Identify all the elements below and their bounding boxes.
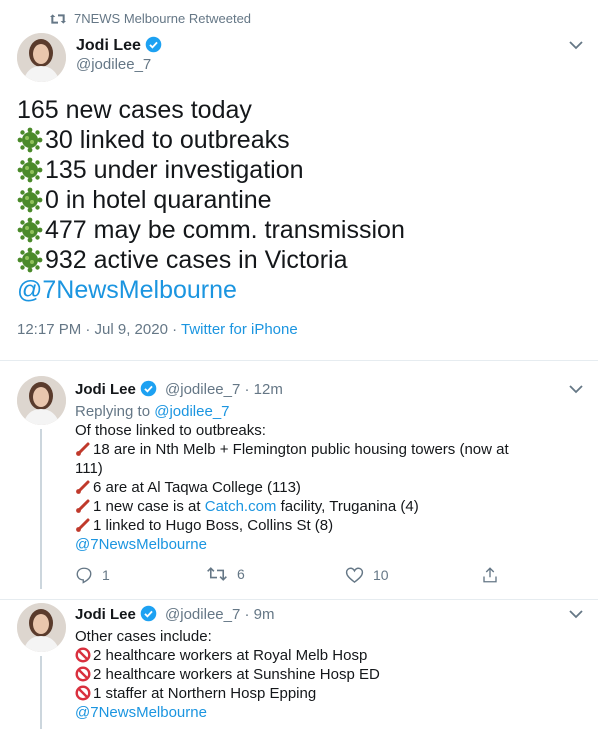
tweet-line: 165 new cases today <box>17 96 252 124</box>
thermometer-icon <box>75 517 91 533</box>
reply-line: Other cases include: <box>75 628 212 645</box>
tweet-line: 0 in hotel quarantine <box>17 185 405 215</box>
heart-icon <box>345 566 364 584</box>
tweet-meta <box>17 321 298 338</box>
timestamp[interactable]: 12:17 PM · Jul 9, 2020 · <box>17 321 181 338</box>
reply-line: 2 healthcare workers at Royal Melb Hosp <box>75 646 380 665</box>
tweet-line: 30 linked to outbreaks <box>17 125 405 155</box>
reply-line: 18 are in Nth Melb + Flemington public housing towers (now at <box>75 440 509 459</box>
tweet-body <box>17 95 405 305</box>
thermometer-icon <box>75 498 91 514</box>
reply-line: 1 staffer at Northern Hosp Epping <box>75 684 380 703</box>
replying-to: Replying to @jodilee_7 <box>75 403 230 420</box>
thread-line <box>40 429 42 589</box>
reply-line: 6 are at Al Taqwa College (113) <box>75 478 509 497</box>
retweet-header <box>50 11 251 26</box>
retweet-label: 7NEWS Melbourne Retweeted <box>74 11 252 26</box>
reply-button[interactable] <box>75 566 110 584</box>
prohibited-icon <box>75 666 91 682</box>
virus-icon <box>17 157 43 183</box>
retweet-count: 6 <box>237 566 245 582</box>
chevron-down-icon[interactable] <box>569 40 583 50</box>
catch-link[interactable]: Catch.com <box>204 498 277 515</box>
reply-icon <box>75 566 93 584</box>
reply-body <box>75 402 509 554</box>
chevron-down-icon[interactable] <box>569 609 583 619</box>
prohibited-icon <box>75 647 91 663</box>
separator: · <box>244 606 250 623</box>
virus-icon <box>17 127 43 153</box>
retweet-button[interactable] <box>206 566 245 582</box>
mention-link[interactable]: @7NewsMelbourne <box>75 536 207 553</box>
share-button[interactable] <box>481 566 499 584</box>
reply-line: 1 linked to Hugo Boss, Collins St (8) <box>75 516 509 535</box>
reply-line: Of those linked to outbreaks: <box>75 422 266 439</box>
divider <box>0 599 598 600</box>
author-handle[interactable]: @jodilee_7 <box>76 56 152 73</box>
reply-line: 1 new case is at Catch.com facility, Truganina (4) <box>75 497 509 516</box>
like-button[interactable] <box>345 566 389 584</box>
prohibited-icon <box>75 685 91 701</box>
reply-line: 111) <box>75 460 103 477</box>
replying-handle-link[interactable]: @jodilee_7 <box>154 403 230 420</box>
share-icon <box>481 566 499 584</box>
reply-header <box>75 380 283 398</box>
like-count: 10 <box>373 567 389 583</box>
tweet-line: 932 active cases in Victoria <box>17 245 405 275</box>
reply-line: 2 healthcare workers at Sunshine Hosp ED <box>75 665 380 684</box>
thermometer-icon <box>75 441 91 457</box>
reply-count: 1 <box>102 567 110 583</box>
avatar[interactable] <box>17 33 66 82</box>
verified-icon <box>140 380 157 397</box>
reply-body <box>75 627 380 722</box>
thread-line <box>40 656 42 729</box>
thermometer-icon <box>75 479 91 495</box>
reply-header <box>75 605 275 623</box>
avatar[interactable] <box>17 603 66 652</box>
chevron-down-icon[interactable] <box>569 384 583 394</box>
verified-icon <box>145 36 162 53</box>
source-link[interactable]: Twitter for iPhone <box>180 321 298 338</box>
tweet-line: 477 may be comm. transmission <box>17 215 405 245</box>
author-name[interactable]: Jodi Lee <box>75 606 136 623</box>
virus-icon <box>17 247 43 273</box>
reply-time[interactable]: 9m <box>253 606 275 623</box>
mention-link[interactable]: @7NewsMelbourne <box>17 276 237 304</box>
author-handle[interactable]: @jodilee_7 <box>165 606 241 623</box>
author-handle[interactable]: @jodilee_7 <box>165 381 241 398</box>
virus-icon <box>17 217 43 243</box>
avatar[interactable] <box>17 376 66 425</box>
reply-time[interactable]: 12m <box>253 381 283 398</box>
mention-link[interactable]: @7NewsMelbourne <box>75 704 207 721</box>
verified-icon <box>140 605 157 622</box>
retweet-icon <box>50 13 66 25</box>
separator: · <box>244 381 250 398</box>
divider <box>0 360 598 361</box>
author-name[interactable]: Jodi Lee <box>75 381 136 398</box>
tweet-line: 135 under investigation <box>17 155 405 185</box>
author-name[interactable]: Jodi Lee <box>76 36 162 55</box>
virus-icon <box>17 187 43 213</box>
retweet-icon <box>206 566 228 582</box>
